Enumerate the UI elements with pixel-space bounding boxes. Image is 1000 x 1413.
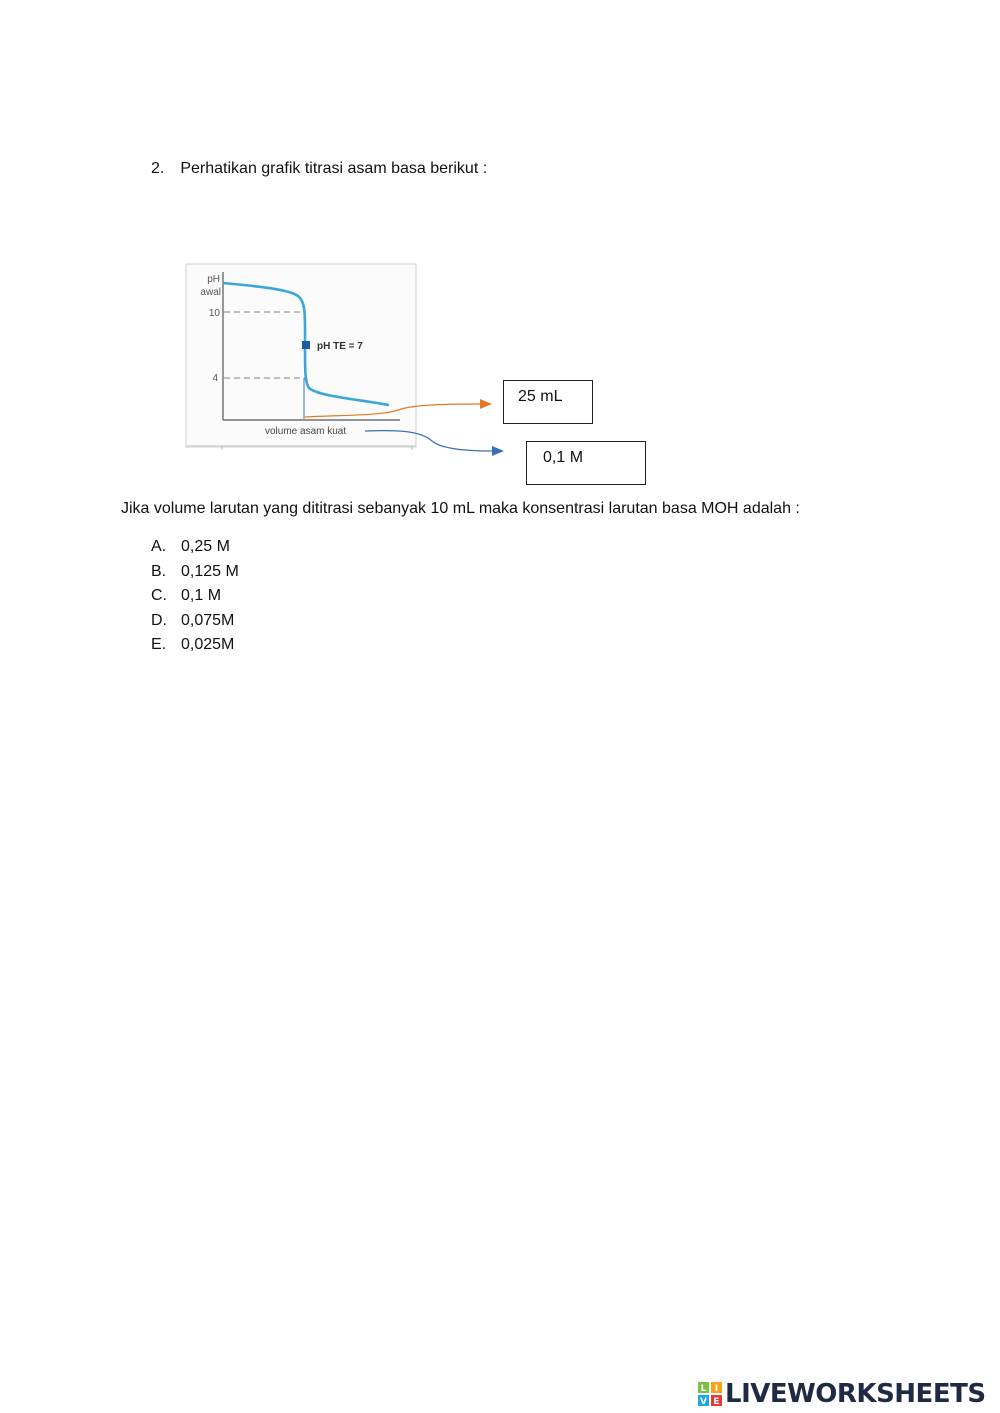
liveworksheets-logo-icon [698, 1382, 722, 1406]
option-b[interactable] [151, 562, 239, 587]
option-text: 0,125 M [181, 562, 239, 580]
answer-options [151, 537, 239, 660]
brand-name: LIVEWORKSHEETS [725, 1379, 986, 1409]
option-letter: A. [151, 538, 167, 555]
option-text: 0,25 M [181, 538, 230, 555]
option-d[interactable] [151, 611, 239, 636]
equivalence-point-marker [302, 341, 310, 349]
y-axis-label-ph: pH [207, 274, 220, 285]
svg-text:V: V [700, 1397, 707, 1406]
option-text: 0,075M [181, 611, 235, 629]
tick-label-4: 4 [212, 373, 218, 384]
volume-answer-box[interactable] [503, 380, 593, 424]
svg-text:E: E [713, 1397, 720, 1406]
option-c[interactable] [151, 586, 239, 611]
liveworksheets-brand [698, 1378, 986, 1410]
x-axis-label: volume asam kuat [265, 426, 347, 437]
option-letter: D. [151, 611, 167, 629]
concentration-arrowhead [492, 446, 504, 456]
volume-answer-text: 25 mL [518, 388, 563, 405]
question-text: Perhatikan grafik titrasi asam basa berikut : [180, 160, 488, 177]
option-e[interactable] [151, 635, 239, 660]
option-text: 0,025M [181, 636, 235, 653]
question-prompt: Jika volume larutan yang dititrasi sebanyak 10 mL maka konsentrasi larutan basa MOH adalah : [121, 500, 800, 517]
titration-figure [0, 0, 1000, 500]
equivalence-label: pH TE = 7 [317, 341, 363, 352]
concentration-answer-text: 0,1 M [543, 449, 584, 466]
question-number: 2. [151, 160, 165, 177]
concentration-answer-box[interactable] [526, 441, 646, 485]
option-letter: C. [151, 587, 167, 604]
option-letter: B. [151, 562, 167, 580]
volume-arrowhead [480, 399, 492, 409]
option-letter: E. [151, 636, 167, 653]
option-text: 0,1 M [181, 587, 222, 604]
svg-text:I: I [714, 1384, 719, 1394]
svg-text:L: L [700, 1384, 707, 1394]
y-axis-label-awal: awal [200, 287, 221, 298]
tick-label-10: 10 [208, 308, 220, 319]
option-a[interactable] [151, 537, 239, 562]
